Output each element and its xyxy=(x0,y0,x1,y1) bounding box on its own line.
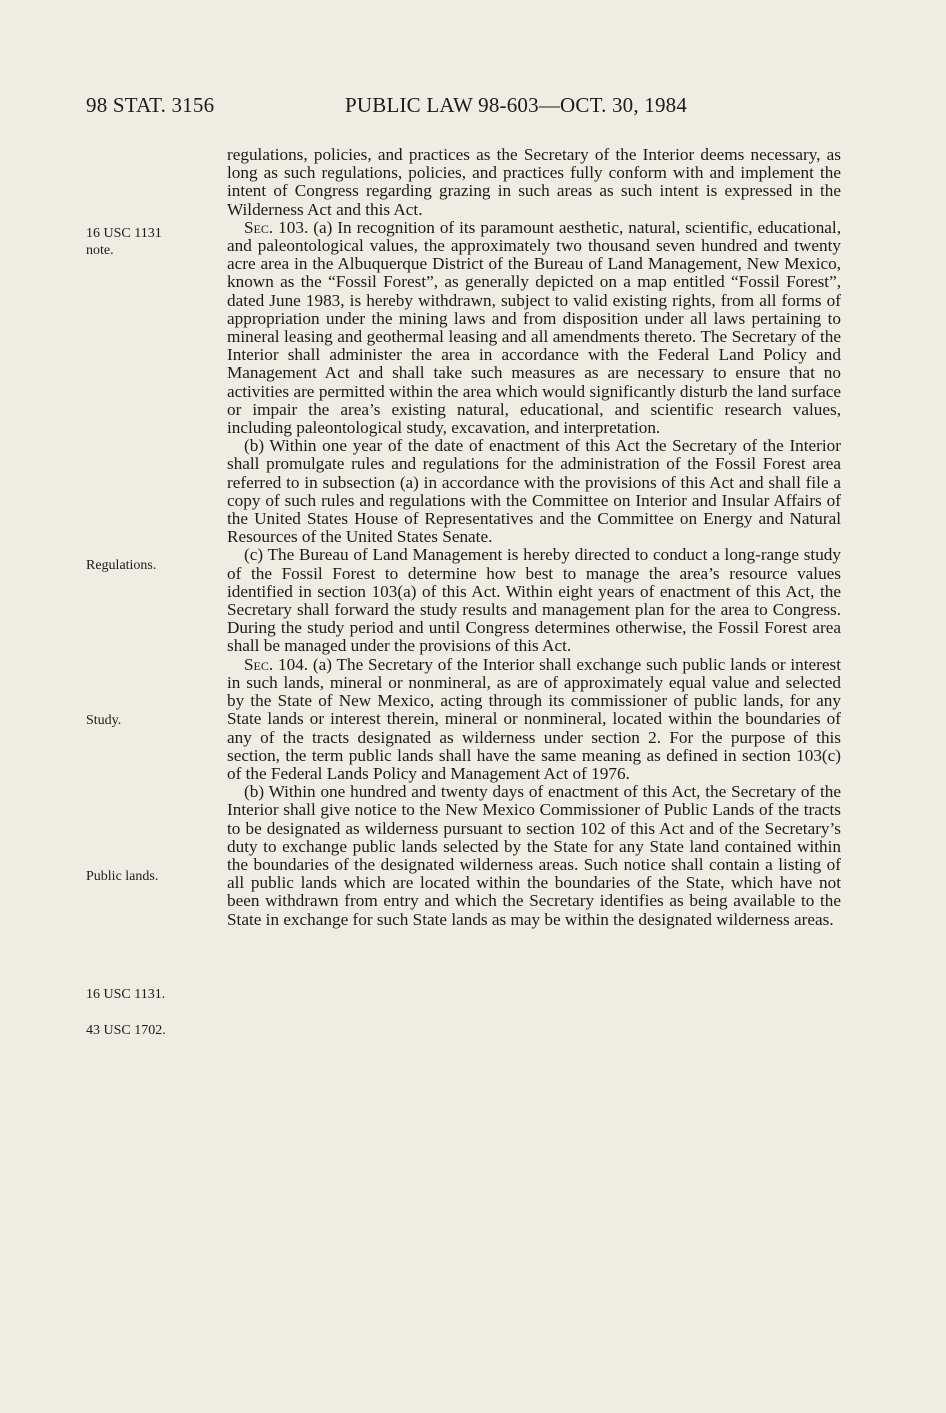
margin-note-usc-1131: 16 USC 1131 xyxy=(86,226,162,241)
paragraph-continued: regulations, policies, and practices as the Secretary of the Interior deems necessary, as long as such regulations, policies, and practices fully conform with and implement the intent of Congress regarding grazing in such areas as such intent is expressed in the Wilderness Act and this Act. xyxy=(227,145,841,219)
section-104-label: Sec. 104. xyxy=(244,654,309,674)
paragraph-sec-103-b: (b) Within one year of the date of enactment of this Act the Secretary of the Interior shall promulgate rules and regulations for the administration of the Fossil Forest area referred to in subsection (a) in accordance with the provisions of this Act and shall file a copy of such rules and regulations with the Committee on Interior and Insular Affairs of the United States House of Representatives and the Committee on Energy and Natural Resources of the United States Senate. xyxy=(227,436,841,547)
margin-note-usc-1131-ref: 16 USC 1131. xyxy=(86,987,166,1002)
margin-note-study: Study. xyxy=(86,713,122,728)
stat-page-number: 98 STAT. 3156 xyxy=(86,93,215,117)
paragraph-sec-103-a-text: (a) In recognition of its paramount aesthetic, natural, scientific, educational, and paleontological values, the approximately two thousand seven hundred and twenty acre area in the Albuquerque District of the Bureau of Land Management, New Mexico, known as the “Fossil Forest”, as generally depicted on a map entitled “Fossil Forest”, dated June 1983, is hereby withdrawn, subject to valid existing rights, from all forms of appropriation under the mining laws and from disposition under all laws pertaining to mineral leasing and geothermal leasing and all amendments thereto. The Secretary of the Interior shall administer the area in accordance with the Federal Land Policy and Management Act and shall take such measures as are necessary to ensure that no activities are permitted within the area which would significantly disturb the land surface or impair the area’s existing natural, educational, and scientific research values, including paleontological study, excavation, and interpretation. xyxy=(227,217,841,438)
paragraph-sec-103-a xyxy=(227,219,841,437)
page-header xyxy=(0,93,946,125)
public-law-title: PUBLIC LAW 98-603—OCT. 30, 1984 xyxy=(345,93,688,117)
paragraph-sec-104-a-text: (a) The Secretary of the Interior shall exchange such public lands or interest in such lands, mineral or nonmineral, as are of approximately equal value and selected by the State of New Mexico, acting through its commissioner of public lands, for any State lands or interest therein, mineral or nonmineral, located within the boundaries of any of the tracts designated as wilderness under section 2. For the purpose of this section, the term public lands shall have the same meaning as defined in section 103(c) of the Federal Lands Policy and Management Act of 1976. xyxy=(227,654,841,783)
margin-note-note: note. xyxy=(86,243,114,258)
margin-note-usc-1702: 43 USC 1702. xyxy=(86,1023,166,1038)
section-103-label: Sec. 103. xyxy=(244,217,309,237)
paragraph-sec-104-a xyxy=(227,656,841,783)
paragraph-sec-104-b: (b) Within one hundred and twenty days of enactment of this Act, the Secretary of the Interior shall give notice to the New Mexico Commissioner of Public Lands of the tracts to be designated as wilderness pursuant to section 102 of this Act and of the Secretary’s duty to exchange public lands selected by the State for any State land contained within the boundaries of the designated wilderness areas. Such notice shall contain a listing of all public lands which are located within the boundaries of the State, which have not been withdrawn from entry and which the Secretary identifies as being available to the State in exchange for such State lands as may be within the designated wilderness areas. xyxy=(227,782,841,929)
paragraph-sec-103-c: (c) The Bureau of Land Management is hereby directed to conduct a long-range study of the Fossil Forest to determine how best to manage the area’s resource values identified in section 103(a) of this Act. Within eight years of enactment of this Act, the Secretary shall forward the study results and management plan for the area to Congress. During the study period and until Congress determines otherwise, the Fossil Forest area shall be managed under the provisions of this Act. xyxy=(227,545,841,656)
margin-note-regulations: Regulations. xyxy=(86,558,157,573)
margin-note-public-lands: Public lands. xyxy=(86,869,159,884)
statute-body xyxy=(227,146,841,929)
margin-note-usc-1131-note xyxy=(86,225,162,259)
